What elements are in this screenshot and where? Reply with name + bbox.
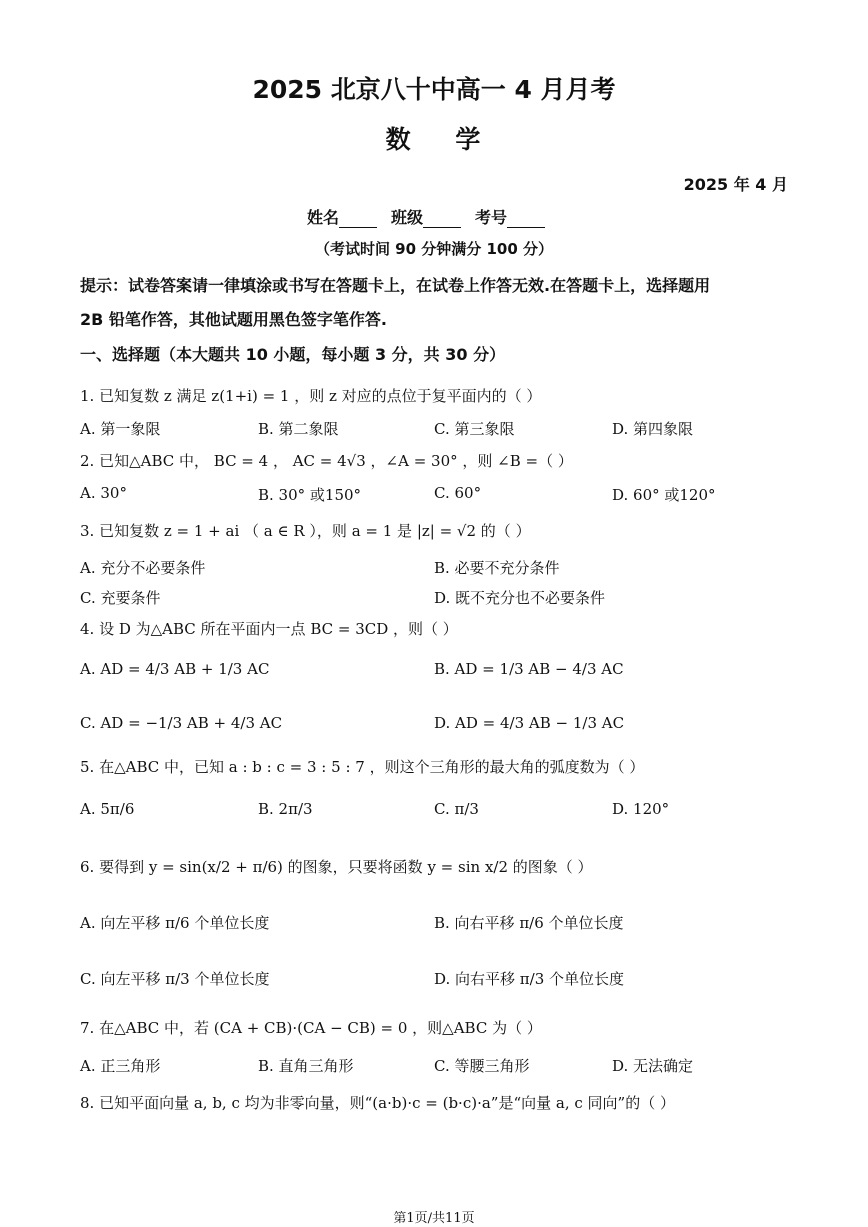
question-8-stem: 8. 已知平面向量 a, b, c 均为非零向量，则“(a·b)·c = (b·c)·a”是“向量 a, c 同向”的（ ） [80, 1094, 675, 1112]
question-5-option-d: D. 120° [612, 800, 670, 818]
question-6-stem: 6. 要得到 y = sin(x/2 + π/6) 的图象，只要将函数 y = sin x/2 的图象（ ） [80, 858, 593, 876]
question-1-stem: 1. 已知复数 z 满足 z(1+i) = 1 ，则 z 对应的点位于复平面内的（ ） [80, 387, 542, 405]
number-blank [507, 213, 545, 228]
name-label: 姓名 [307, 208, 340, 227]
question-7-option-c: C. 等腰三角形 [434, 1057, 530, 1075]
question-4-option-d: D. AD = 4/3 AB − 1/3 AC [434, 714, 625, 732]
class-label: 班级 [391, 208, 424, 227]
notice-line-1: 提示：试卷答案请一律填涂或书写在答题卡上，在试卷上作答无效.在答题卡上，选择题用 [80, 276, 711, 295]
student-info-line [307, 205, 559, 228]
page-footer: 第1页/共11页 [393, 1211, 475, 1226]
question-6-option-a: A. 向左平移 π/6 个单位长度 [80, 914, 270, 932]
question-4-option-c: C. AD = −1/3 AB + 4/3 AC [80, 714, 283, 732]
question-4-stem: 4. 设 D 为△ABC 所在平面内一点 BC = 3CD ，则（ ） [80, 620, 458, 638]
question-1-option-a: A. 第一象限 [80, 420, 161, 438]
question-3-option-d: D. 既不充分也不必要条件 [434, 589, 606, 607]
question-5-option-a: A. 5π/6 [80, 800, 135, 818]
section-title: 一、选择题（本大题共 10 小题，每小题 3 分，共 30 分） [80, 345, 506, 364]
question-2-stem: 2. 已知△ABC 中， BC = 4 ， AC = 4√3 ，∠A = 30° ，则 ∠B =（ ） [80, 452, 573, 470]
question-4-option-a: A. AD = 4/3 AB + 1/3 AC [80, 660, 270, 678]
question-7-option-a: A. 正三角形 [80, 1057, 161, 1075]
notice-line-2: 2B 铅笔作答，其他试题用黑色签字笔作答. [80, 310, 387, 329]
question-3-option-a: A. 充分不必要条件 [80, 559, 206, 577]
question-5-option-c: C. π/3 [434, 800, 479, 818]
question-5-option-b: B. 2π/3 [258, 800, 313, 818]
question-2-option-d: D. 60° 或120° [612, 486, 716, 504]
question-2-option-b: B. 30° 或150° [258, 486, 362, 504]
question-6-option-b: B. 向右平移 π/6 个单位长度 [434, 914, 624, 932]
question-3-option-b: B. 必要不充分条件 [434, 559, 560, 577]
question-3-stem: 3. 已知复数 z = 1 + ai （ a ∈ R ），则 a = 1 是 |z| = √2 的（ ） [80, 522, 531, 540]
question-6-option-d: D. 向右平移 π/3 个单位长度 [434, 970, 625, 988]
question-1-option-d: D. 第四象限 [612, 420, 694, 438]
question-7-stem: 7. 在△ABC 中，若 (CA + CB)·(CA − CB) = 0 ，则△ABC 为（ ） [80, 1019, 542, 1037]
question-7-option-d: D. 无法确定 [612, 1057, 694, 1075]
paper-title: 2025 北京八十中高一 4 月月考 [252, 75, 616, 104]
question-4-option-b: B. AD = 1/3 AB − 4/3 AC [434, 660, 624, 678]
subject-title: 数 学 [385, 125, 483, 154]
question-2-option-c: C. 60° [434, 484, 482, 502]
question-5-stem: 5. 在△ABC 中，已知 a : b : c = 3 : 5 : 7 ，则这个三角形的最大角的弧度数为（ ） [80, 758, 645, 776]
question-6-option-c: C. 向左平移 π/3 个单位长度 [80, 970, 270, 988]
number-label: 考号 [475, 208, 508, 227]
exam-date: 2025 年 4 月 [683, 175, 788, 194]
time-info: （考试时间 90 分钟满分 100 分） [314, 240, 554, 258]
question-1-option-c: C. 第三象限 [434, 420, 515, 438]
name-blank [339, 213, 377, 228]
class-blank [423, 213, 461, 228]
question-7-option-b: B. 直角三角形 [258, 1057, 354, 1075]
question-2-option-a: A. 30° [80, 484, 127, 502]
question-3-option-c: C. 充要条件 [80, 589, 161, 607]
question-1-option-b: B. 第二象限 [258, 420, 339, 438]
